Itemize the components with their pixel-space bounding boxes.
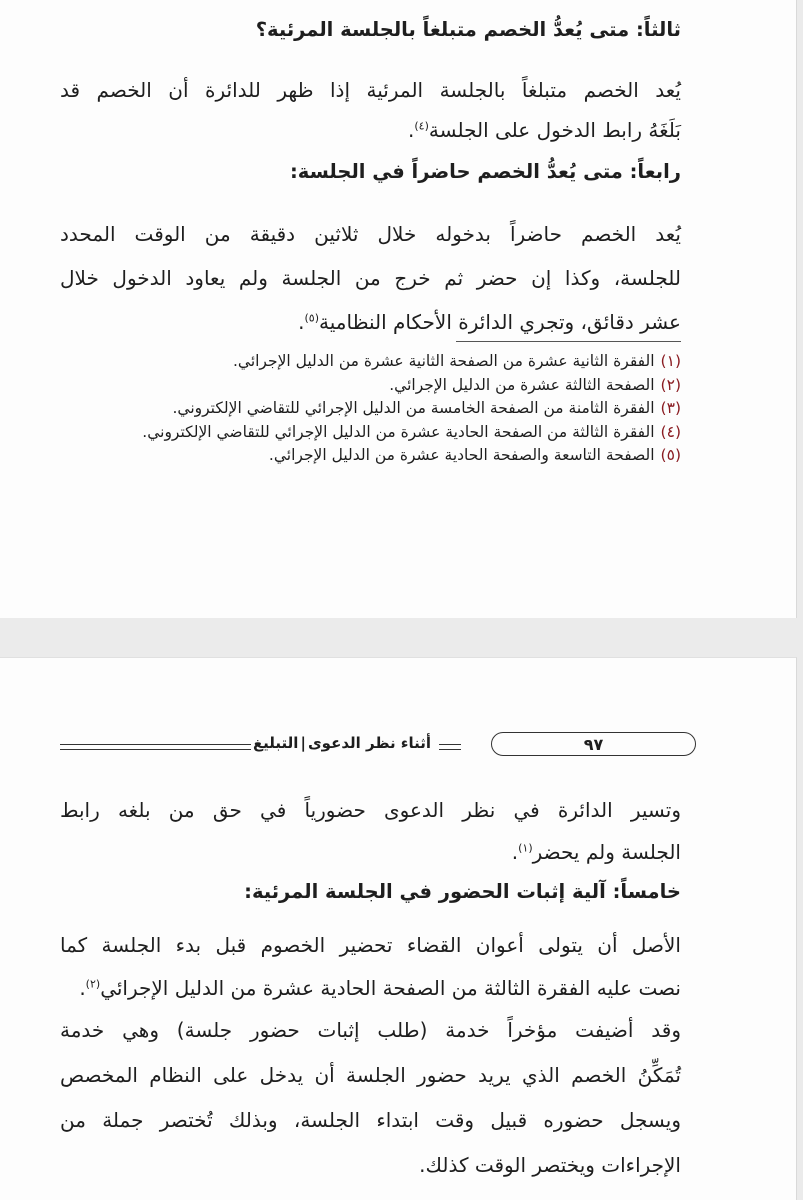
paragraph-line: للجلسة، وكذا إن حضر ثم خرج من الجلسة ولم يعاود الدخول خلال xyxy=(60,266,681,290)
section-heading-fifth: خامساً: آلية إثبات الحضور في الجلسة المرئية: xyxy=(244,880,681,903)
running-header xyxy=(60,731,681,761)
paragraph-line: وتسير الدائرة في نظر الدعوى حضورياً في حق من بلغه رابط xyxy=(60,798,681,822)
footnote-item: (١)الفقرة الثانية عشرة من الصفحة الثانية عشرة من الدليل الإجرائي. xyxy=(232,352,681,370)
paragraph-line: ويسجل حضوره قبيل وقت ابتداء الجلسة، وبذلك تُختصر جملة من xyxy=(60,1108,681,1132)
paragraph-line: تُمَكِّنُ الخصم الذي يريد حضور الجلسة أن يدخل على النظام المخصص xyxy=(60,1063,681,1087)
footnote-reference[interactable]: (٢) xyxy=(85,977,101,991)
document-page-lower xyxy=(0,657,797,1200)
footnote-reference[interactable]: (٤) xyxy=(414,119,429,133)
running-title: أثناء نظر الدعوى|التبليغ xyxy=(252,734,431,752)
paragraph-new-service xyxy=(60,1008,681,1188)
page-number-badge: ٩٧ xyxy=(491,732,696,756)
paragraph-continuation xyxy=(60,789,681,873)
section-heading-third: ثالثاً: متى يُعدُّ الخصم متبلغاً بالجلسة المرئية؟ xyxy=(255,18,681,41)
footnote-item: (٢)الصفحة الثالثة عشرة من الدليل الإجرائي. xyxy=(389,375,681,394)
paragraph-line: بَلَغَهُ رابط الدخول على الجلسة$^{(٤)}$. xyxy=(408,118,681,142)
paragraph-line: عشر دقائق، وتجري الدائرة الأحكام النظامية$^{(٥)}$. xyxy=(298,310,681,334)
footnote-item: (٤)الفقرة الثالثة من الصفحة الحادية عشرة من الدليل الإجرائي للتقاضي الإلكتروني. xyxy=(142,422,681,441)
paragraph-third xyxy=(60,70,681,150)
paragraph-line: نصت عليه الفقرة الثالثة من الصفحة الحادية عشرة من الدليل الإجرائي$^{(٢)}$. xyxy=(79,976,681,1000)
paragraph-line: الجلسة ولم يحضر$^{(١)}$. xyxy=(511,840,681,864)
footnote-reference[interactable]: (٥) xyxy=(304,311,320,325)
paragraph-attendance-principle xyxy=(60,924,681,1010)
section-heading-fourth: رابعاً: متى يُعدُّ الخصم حاضراً في الجلسة: xyxy=(289,160,681,183)
paragraph-fourth xyxy=(60,212,681,344)
paragraph-line: يُعد الخصم حاضراً بدخوله خلال ثلاثين دقيقة من الوقت المحدد xyxy=(60,222,681,246)
paragraph-line: وقد أضيفت مؤخراً خدمة (طلب إثبات حضور جلسة) وهي خدمة xyxy=(60,1018,681,1042)
footnote-item: (٥)الصفحة التاسعة والصفحة الحادية عشرة من الدليل الإجرائي. xyxy=(268,446,681,465)
footnotes-list xyxy=(60,350,681,468)
footnote-item: (٣)الفقرة الثامنة من الصفحة الخامسة من الدليل الإجرائي للتقاضي الإلكتروني. xyxy=(172,399,681,418)
footnote-reference[interactable]: (١) xyxy=(518,841,533,855)
paragraph-line: يُعد الخصم متبلغاً بالجلسة المرئية إذا ظهر للدائرة أن الخصم قد xyxy=(60,78,681,102)
header-rule-short xyxy=(439,744,461,750)
paragraph-line: الإجراءات ويختصر الوقت كذلك. xyxy=(419,1153,681,1177)
paragraph-line: الأصل أن يتولى أعوان القضاء تحضير الخصوم قبل بدء الجلسة كما xyxy=(60,933,681,957)
footnote-separator xyxy=(456,341,681,342)
header-rule-long xyxy=(60,744,251,750)
